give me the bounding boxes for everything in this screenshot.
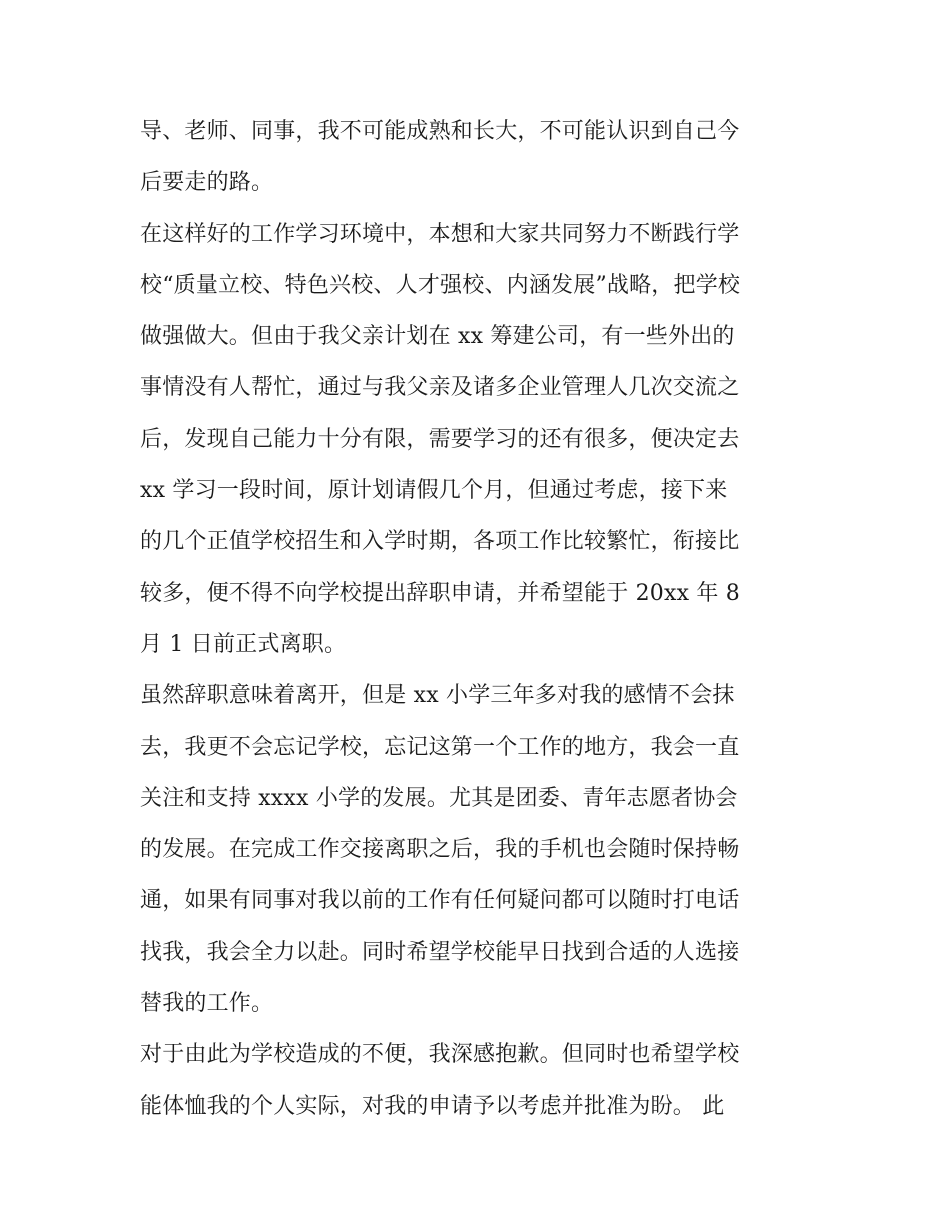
text-line: 虽然辞职意味着离开，但是 xx 小学三年多对我的感情不会抹 bbox=[140, 683, 735, 709]
text-line: 的几个正值学校招生和入学时期，各项工作比较繁忙，衔接比 bbox=[140, 529, 740, 555]
text-line: 找我，我会全力以赴。同时希望学校能早日找到合适的人选接 bbox=[140, 939, 740, 965]
text-line: 替我的工作。 bbox=[140, 991, 274, 1017]
text-line: 月 1 日前正式离职。 bbox=[140, 631, 347, 657]
text-line: 在这样好的工作学习环境中，本想和大家共同努力不断践行学 bbox=[140, 221, 740, 247]
text-line: 导、老师、同事，我不可能成熟和长大，不可能认识到自己今 bbox=[140, 119, 740, 144]
text-line: 对于由此为学校造成的不便，我深感抱歉。但同时也希望学校 bbox=[140, 1042, 740, 1068]
text-line: 后要走的路。 bbox=[140, 170, 274, 196]
text-line: xx 学习一段时间，原计划请假几个月，但通过考虑，接下来 bbox=[140, 478, 728, 504]
text-line: 校“质量立校、特色兴校、人才强校、内涵发展”战略，把学校 bbox=[140, 272, 741, 298]
text-line: 关注和支持 xxxx 小学的发展。尤其是团委、青年志愿者协会 bbox=[140, 785, 738, 811]
text-line: 能体恤我的个人实际，对我的申请予以考虑并批准为盼。 此 bbox=[140, 1093, 725, 1119]
text-line: 的发展。在完成工作交接离职之后，我的手机也会随时保持畅 bbox=[140, 837, 740, 863]
text-line: 做强做大。但由于我父亲计划在 xx 筹建公司，有一些外出的 bbox=[140, 324, 735, 350]
text-line: 事情没有人帮忙，通过与我父亲及诸多企业管理人几次交流之 bbox=[140, 375, 740, 401]
text-line: 较多，便不得不向学校提出辞职申请，并希望能于 20xx 年 8 bbox=[140, 580, 740, 606]
text-line: 后，发现自己能力十分有限，需要学习的还有很多，便决定去 bbox=[140, 426, 740, 452]
text-line: 通，如果有同事对我以前的工作有任何疑问都可以随时打电话 bbox=[140, 888, 740, 914]
text-line: 去，我更不会忘记学校，忘记这第一个工作的地方，我会一直 bbox=[140, 734, 740, 760]
document-body bbox=[140, 106, 820, 1132]
